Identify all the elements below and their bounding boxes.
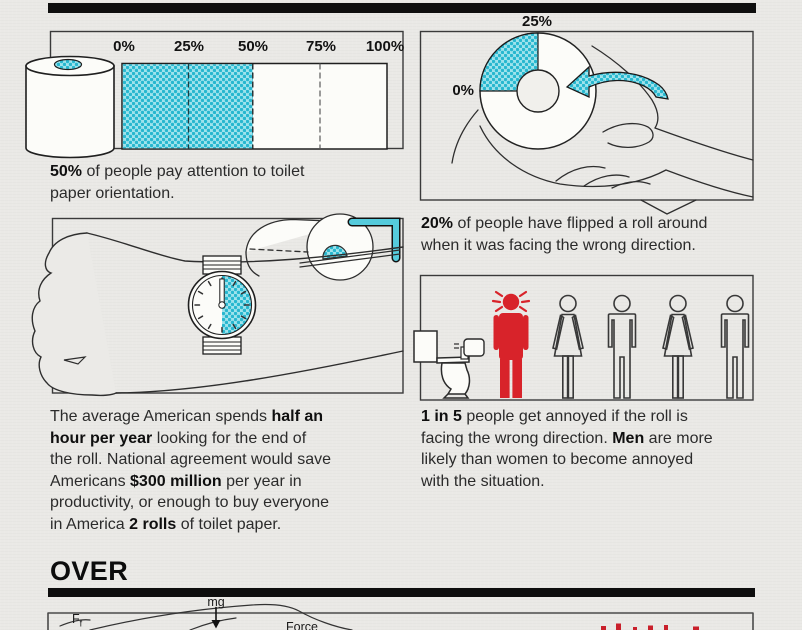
gravity-label: mg <box>207 595 225 609</box>
tick-label-50: 50% <box>237 38 269 55</box>
panel-over-border <box>48 613 753 630</box>
section-heading: OVER <box>50 556 129 586</box>
caption-line: the roll. National agreement would save <box>50 451 332 468</box>
annoyed-man-icon <box>493 292 529 398</box>
paper-holder-icon <box>454 339 484 359</box>
toilet-icon <box>414 331 469 398</box>
caption-time <box>50 406 331 535</box>
caption-attention <box>50 161 304 204</box>
woman-figure-icon <box>663 296 693 399</box>
caption-line: 1 in 5 people get annoyed if the roll is <box>421 408 688 425</box>
tick-label-75: 75% <box>305 38 337 55</box>
caption-flipped <box>421 213 707 256</box>
friction-force-label: $F_f$ <box>72 612 83 629</box>
man-figure-icon <box>609 296 636 399</box>
caption-line: facing the wrong direction. Men are more <box>421 429 713 447</box>
caption-line: 20% of people have flipped a roll around <box>421 215 708 232</box>
watch-hand <box>220 279 224 305</box>
panel-annoyed-border <box>421 276 754 401</box>
man-figure-icon <box>722 296 749 399</box>
caption-line: with the situation. <box>421 472 545 490</box>
tick-label-0: 0% <box>113 38 135 55</box>
panel-over <box>48 604 753 630</box>
panel-time <box>32 214 403 395</box>
roll-tube-hole <box>517 70 559 112</box>
wrist-watch-icon <box>189 256 256 354</box>
force-label: Force <box>286 620 318 630</box>
caption-line: paper orientation. <box>50 184 175 202</box>
toilet-roll-icon <box>26 57 114 158</box>
caption-line: hour per year looking for the end of <box>50 429 307 447</box>
panel-attention <box>26 32 403 158</box>
loose-sheet-line <box>452 110 478 163</box>
caption-annoyed <box>421 406 713 492</box>
tick-label-100: 100% <box>365 38 405 55</box>
roll-tube-icon <box>55 60 82 70</box>
caption-line: likely than women to become annoyed <box>421 451 694 468</box>
tick-label-25: 25% <box>173 38 205 55</box>
caption-line: 50% of people pay attention to toilet <box>50 163 305 180</box>
donut-label-0: 0% <box>452 82 474 99</box>
roll-holder-icon <box>246 214 400 280</box>
caption-line: Americans $300 million per year in <box>50 472 302 490</box>
donut-label-25: 25% <box>521 13 553 30</box>
caption-line: when it was facing the wrong direction. <box>421 236 696 254</box>
caption-line: in America 2 rolls of toilet paper. <box>50 515 282 533</box>
caption-line: The average American spends half an <box>50 408 324 425</box>
wrist-line <box>641 200 696 214</box>
red-text-fragments <box>601 624 699 630</box>
panel-flipped <box>421 32 754 215</box>
section-rule <box>48 588 755 597</box>
caption-line: productivity, or enough to buy everyone <box>50 494 329 511</box>
mg-arrow-icon <box>212 608 221 629</box>
woman-figure-icon <box>553 296 583 399</box>
panel-annoyed <box>414 276 753 401</box>
paper-strip-fill-50pct <box>123 64 253 148</box>
